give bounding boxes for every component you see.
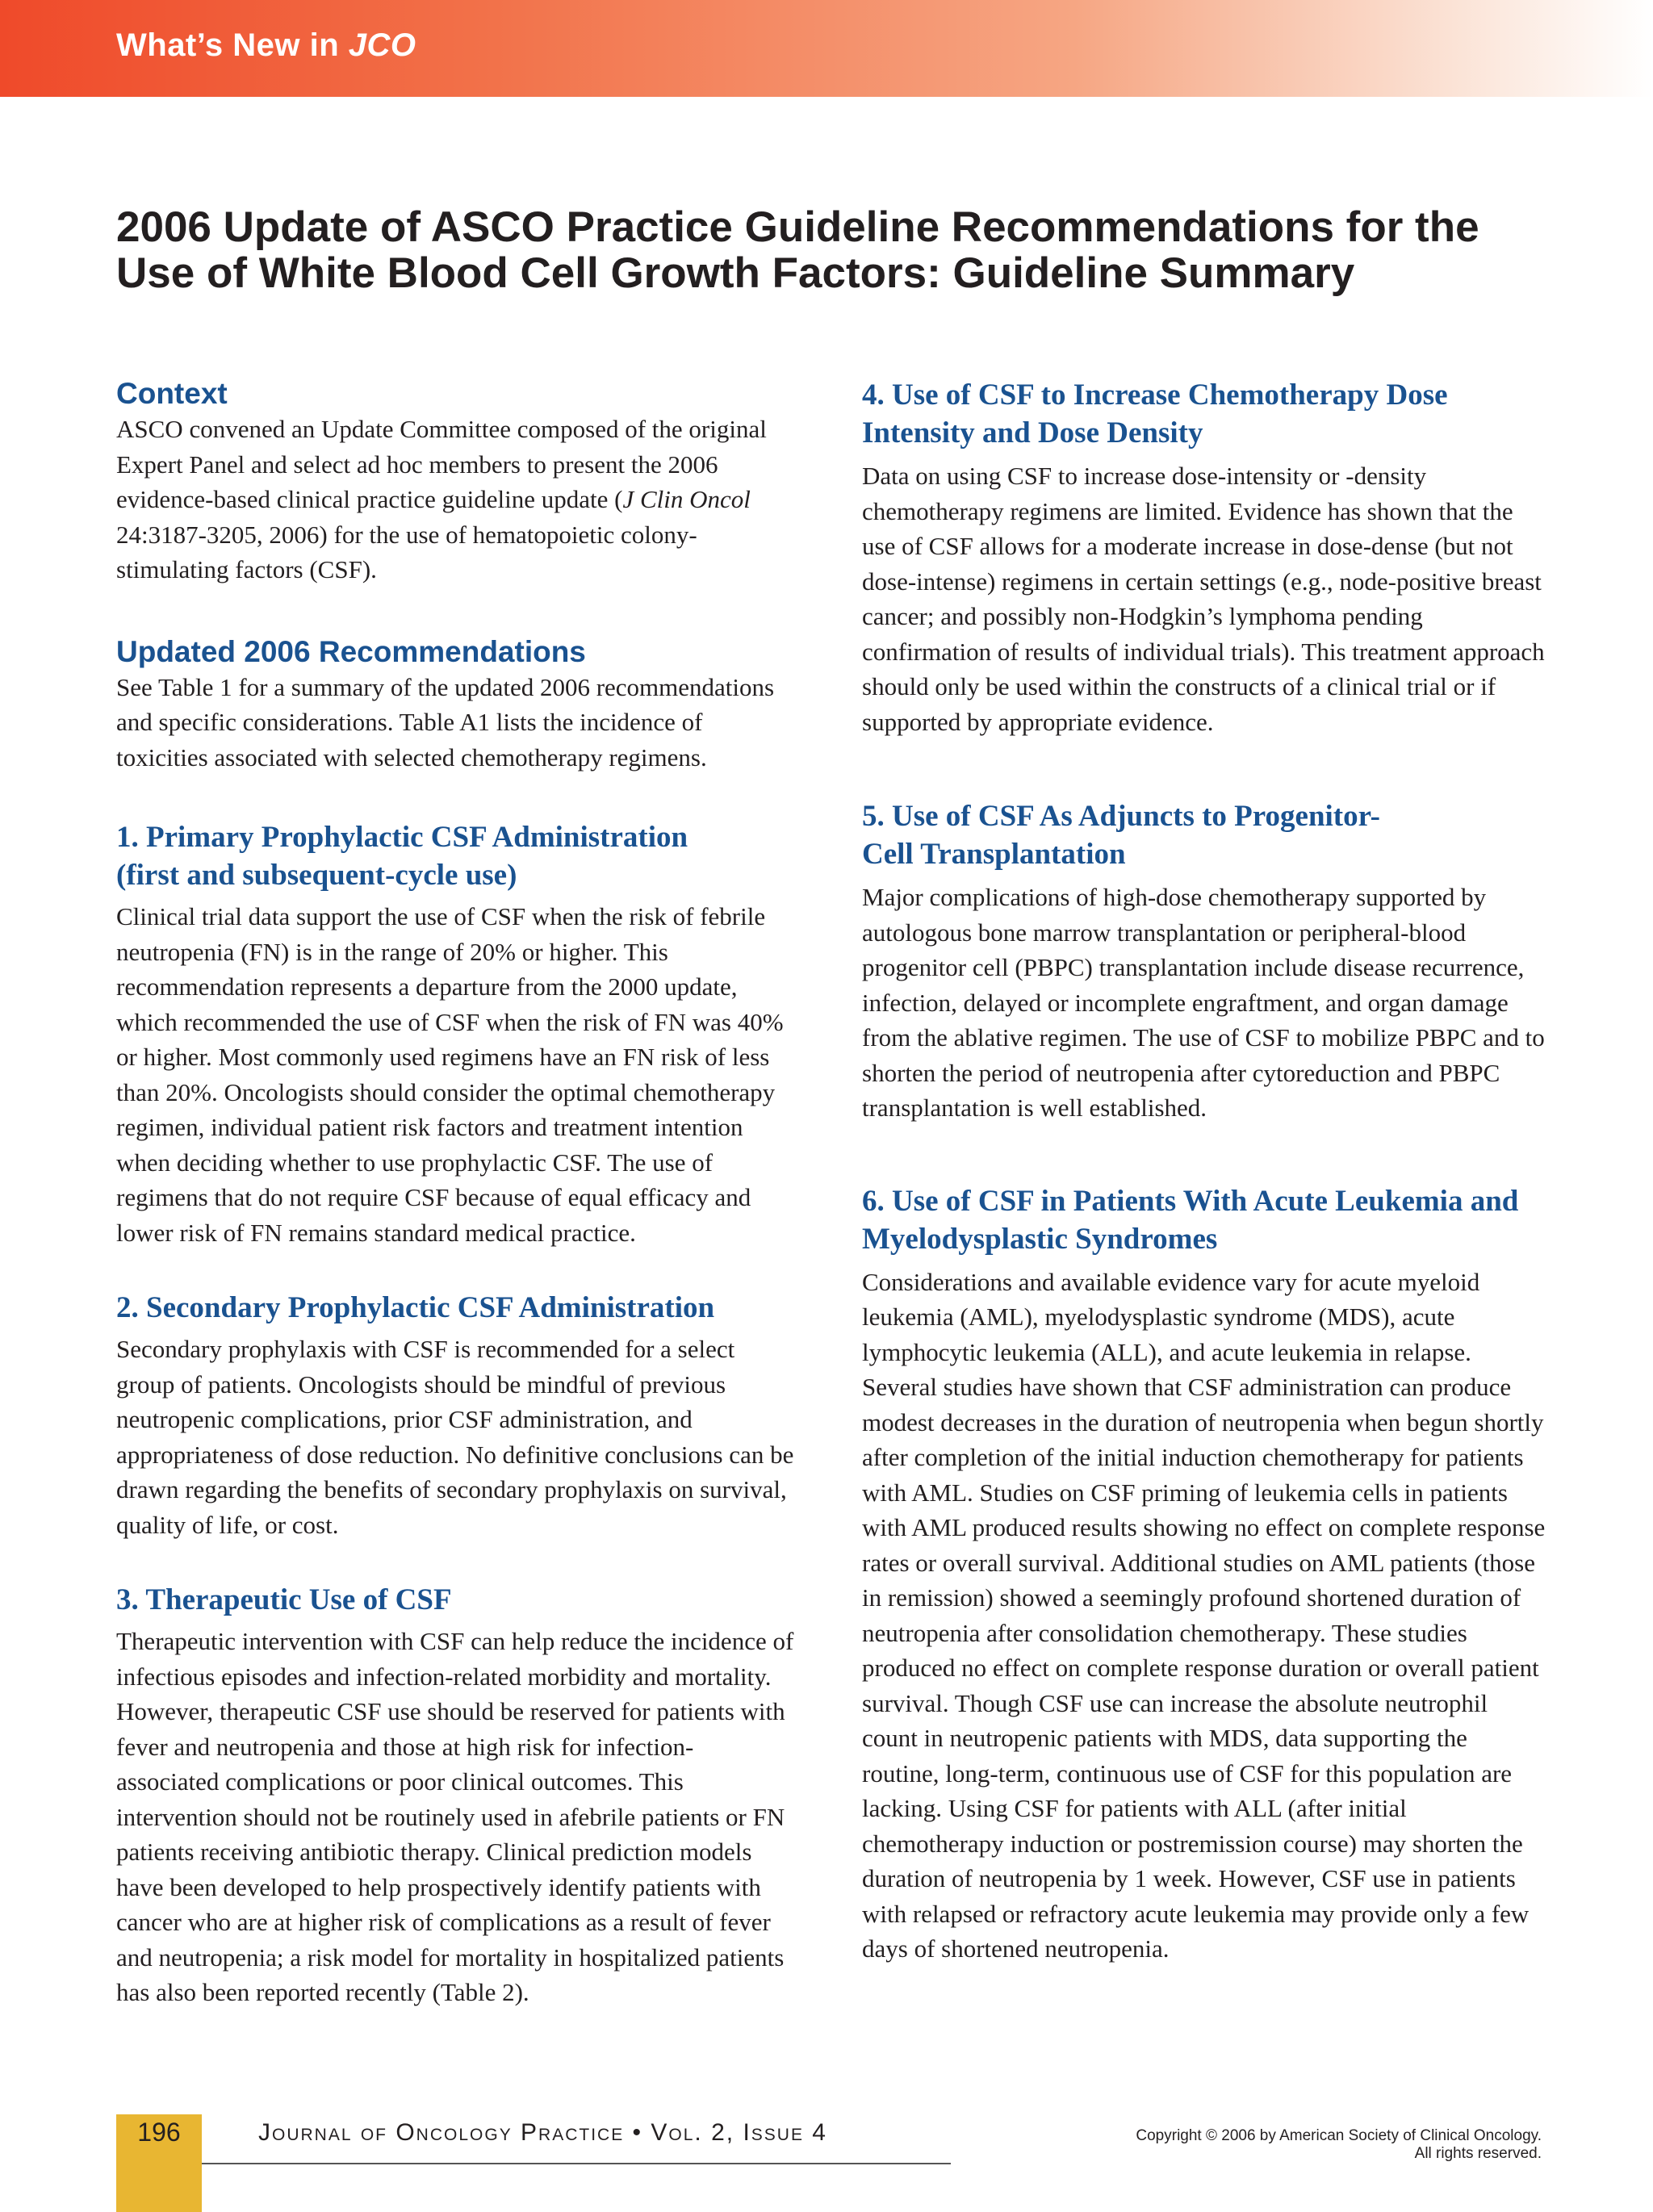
section-6-heading-line2: Myelodysplastic Syndromes <box>862 1222 1218 1256</box>
section-4-body: Data on using CSF to increase dose-intensity or -density chemotherapy regimens are limited. Evidence has shown that the use of CSF allows for a moderate increase in dose-dense (but not dose-intense) regimens in certain settings (e.g., node-positive breast cancer; and possibly non-Hodgkin’s lymphoma pending confirmation of results of individual trials). This treatment approach should only be used within the constructs of a clinical trial or if supported by appropriate evidence. <box>862 462 1545 736</box>
article-title: 2006 Update of ASCO Practice Guideline Recommendations for the Use of White Blood Cell Growth Factors: Guideline Summary <box>116 203 1479 297</box>
footer-journal-issue: Journal of Oncology Practice • Vol. 2, Issue 4 <box>258 2119 827 2146</box>
updated-recommendations-body: See Table 1 for a summary of the updated 2006 recommendations and specific considerations. Table A1 lists the incidence of toxicities associated with selected chemotherapy regimens. <box>116 672 775 771</box>
section-3-heading: 3. Therapeutic Use of CSF <box>116 1583 452 1616</box>
section-6-heading-line1: 6. Use of CSF in Patients With Acute Leukemia and <box>862 1184 1519 1218</box>
left-column <box>116 376 794 2010</box>
banner-prefix: What’s New in <box>116 27 349 63</box>
context-body-text: ASCO convened an Update Committee composed of the original Expert Panel and select ad hoc members to present the 2006 evidence-based clinical practice guideline update ( <box>116 415 767 513</box>
section-1-body: Clinical trial data support the use of CSF when the risk of febrile neutropenia (FN) is in the range of 20% or higher. This recommendation represents a departure from the 2000 update, which recommended the use of CSF when the risk of FN was 40% or higher. Most commonly used regimens have an FN risk of less than 20%. Oncologists should consider the optimal chemotherapy regimen, individual patient risk factors and treatment intention when deciding whether to use prophylactic CSF. The use of regimens that do not require CSF because of equal efficacy and lower risk of FN remains standard medical practice. <box>116 902 784 1247</box>
section-5-heading <box>862 797 1548 873</box>
section-banner-title <box>116 27 416 64</box>
section-1-heading-line2: (first and subsequent-cycle use) <box>116 859 517 892</box>
section-4-heading-line1: 4. Use of CSF to Increase Chemotherapy Dose <box>862 378 1448 412</box>
updated-recommendations-heading: Updated 2006 Recommendations <box>116 634 586 668</box>
section-6-body: Considerations and available evidence vary for acute myeloid leukemia (AML), myelodysplastic syndrome (MDS), acute lymphocytic leukemia (ALL), and acute leukemia in relapse. Several studies have shown that CSF administration can produce modest decreases in the duration of neutropenia when begun shortly after completion of the initial induction chemotherapy for patients with AML. Studies on CSF priming of leukemia cells in patients with AML produced results showing no effect on complete response rates or overall survival. Additional studies on AML patients (those in remission) showed a seemingly profound shortened duration of neutropenia after consolidation chemotherapy. These studies produced no effect on complete response duration or overall patient survival. Though CSF use can increase the absolute neutrophil count in neutropenic patients with MDS, data supporting the routine, long-term, continuous use of CSF for this population are lacking. Using CSF for patients with ALL (after initial chemotherapy induction or postremission course) may shorten the duration of neutropenia by 1 week. However, CSF use in patients with relapsed or refractory acute leukemia may provide only a few days of shortened neutropenia. <box>862 1267 1546 1963</box>
section-2-heading: 2. Secondary Prophylactic CSF Administration <box>116 1291 715 1324</box>
right-column <box>862 376 1548 1967</box>
copyright-notice <box>1136 2127 1542 2163</box>
section-6-heading <box>862 1182 1548 1258</box>
context-heading: Context <box>116 377 228 410</box>
citation-journal: J Clin Oncol <box>622 485 751 513</box>
page-number: 196 <box>137 2118 181 2147</box>
section-4-heading-line2: Intensity and Dose Density <box>862 416 1203 450</box>
section-1-heading <box>116 818 794 894</box>
context-body <box>116 412 794 587</box>
copyright-line-1: Copyright © 2006 by American Society of Clinical Oncology. <box>1136 2127 1542 2144</box>
section-3-body: Therapeutic intervention with CSF can help reduce the incidence of infectious episodes and infection-related morbidity and mortality. However, therapeutic CSF use should be reserved for patients with fever and neutropenia and those at high risk for infection-associated complications or poor clinical outcomes. This intervention should not be routinely used in afebrile patients or FN patients receiving antibiotic therapy. Clinical prediction models have been developed to help prospectively identify patients with cancer who are at higher risk of complications as a result of fever and neutropenia; a risk model for mortality in hospitalized patients has also been reported recently (Table 2). <box>116 1627 794 2006</box>
section-2-body: Secondary prophylaxis with CSF is recommended for a select group of patients. Oncologists should be mindful of previous neutropenic complications, prior CSF administration, and appropriateness of dose reduction. No definitive conclusions can be drawn regarding the benefits of secondary prophylaxis on survival, quality of life, or cost. <box>116 1335 794 1539</box>
banner-journal-abbrev: JCO <box>348 27 416 63</box>
footer-rule <box>202 2163 951 2164</box>
section-5-heading-line2: Cell Transplantation <box>862 838 1126 871</box>
section-1-heading-line1: 1. Primary Prophylactic CSF Administration <box>116 821 688 854</box>
copyright-line-2: All rights reserved. <box>1414 2145 1542 2162</box>
section-5-body: Major complications of high-dose chemotherapy supported by autologous bone marrow transplantation or peripheral-blood progenitor cell (PBPC) transplantation include disease recurrence, infection, delayed or incomplete engraftment, and organ damage from the ablative regimen. The use of CSF to mobilize PBPC and to shorten the period of neutropenia after cytoreduction and PBPC transplantation is well established. <box>862 883 1545 1122</box>
section-4-heading <box>862 376 1548 452</box>
context-body-text-end: 24:3187-3205, 2006) for the use of hematopoietic colony-stimulating factors (CSF). <box>116 520 697 583</box>
section-5-heading-line1: 5. Use of CSF As Adjuncts to Progenitor- <box>862 800 1380 833</box>
